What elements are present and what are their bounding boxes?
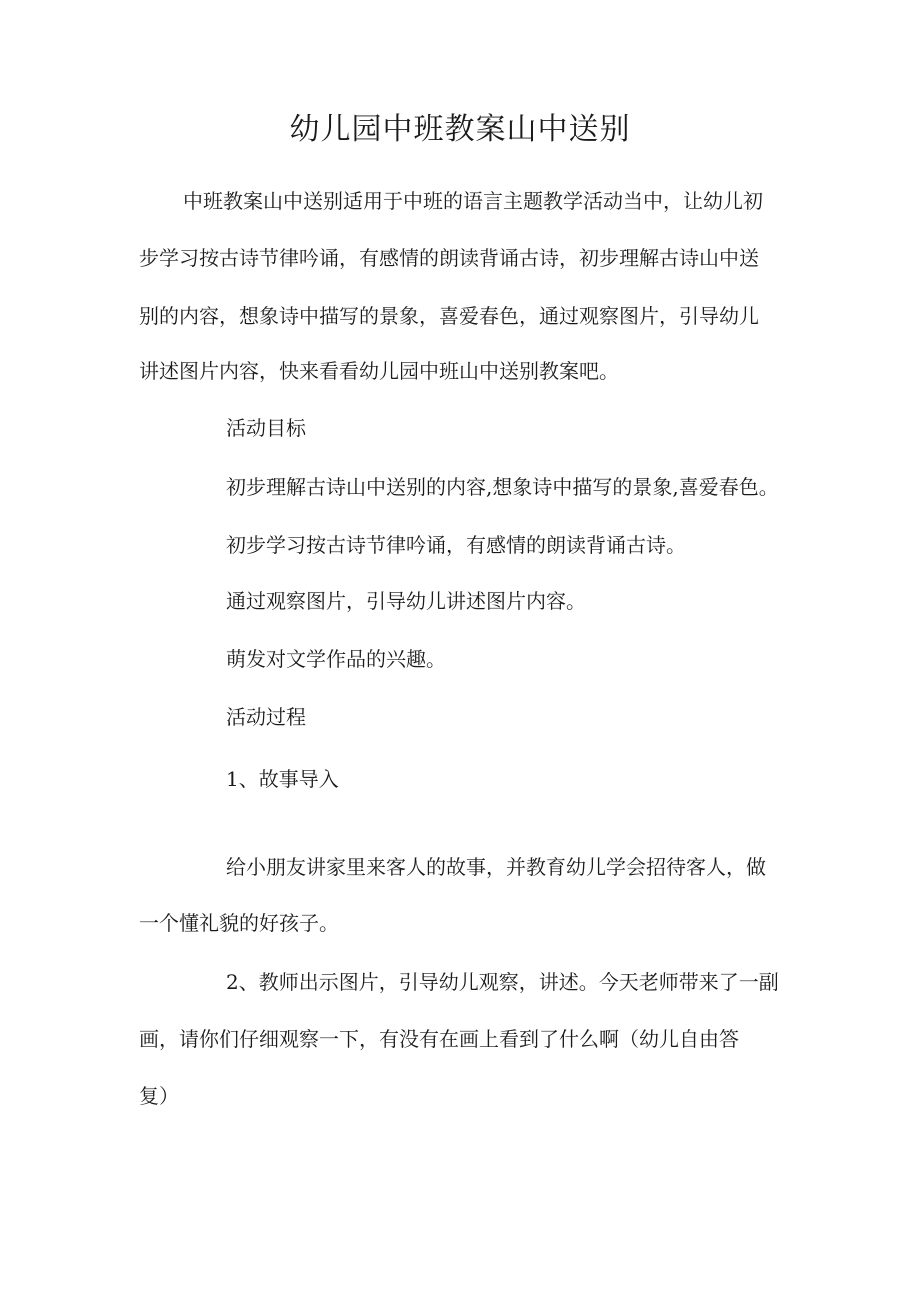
step2-text-line-3: 复） bbox=[139, 1084, 179, 1108]
goal-item-2: 初步学习按古诗节律吟诵，有感情的朗读背诵古诗。 bbox=[226, 533, 686, 557]
process-heading: 活动过程 bbox=[226, 705, 306, 729]
step1-heading: 1、故事导入 bbox=[226, 767, 339, 791]
goal-item-3: 通过观察图片，引导幼儿讲述图片内容。 bbox=[226, 589, 586, 613]
step2-text-line-1: 2、教师出示图片，引导幼儿观察，讲述。今天老师带来了一副 bbox=[226, 970, 779, 994]
step1-text-line-1: 给小朋友讲家里来客人的故事，并教育幼儿学会招待客人，做 bbox=[226, 855, 766, 879]
intro-line-1: 中班教案山中送别适用于中班的语言主题教学活动当中，让幼儿初 bbox=[183, 189, 763, 213]
intro-line-2: 步学习按古诗节律吟诵，有感情的朗读背诵古诗，初步理解古诗山中送 bbox=[139, 246, 759, 270]
document-title: 幼儿园中班教案山中送别 bbox=[289, 112, 631, 147]
goal-item-4: 萌发对文学作品的兴趣。 bbox=[226, 647, 446, 671]
intro-line-3: 别的内容，想象诗中描写的景象，喜爱春色，通过观察图片，引导幼儿 bbox=[139, 304, 759, 328]
step1-text-line-2: 一个懂礼貌的好孩子。 bbox=[139, 911, 339, 935]
step2-text-line-2: 画，请你们仔细观察一下，有没有在画上看到了什么啊（幼儿自由答 bbox=[139, 1027, 739, 1051]
intro-line-4: 讲述图片内容，快来看看幼儿园中班山中送别教案吧。 bbox=[139, 359, 619, 383]
goal-item-1: 初步理解古诗山中送别的内容,想象诗中描写的景象,喜爱春色。 bbox=[226, 475, 779, 499]
goals-heading: 活动目标 bbox=[226, 416, 306, 440]
